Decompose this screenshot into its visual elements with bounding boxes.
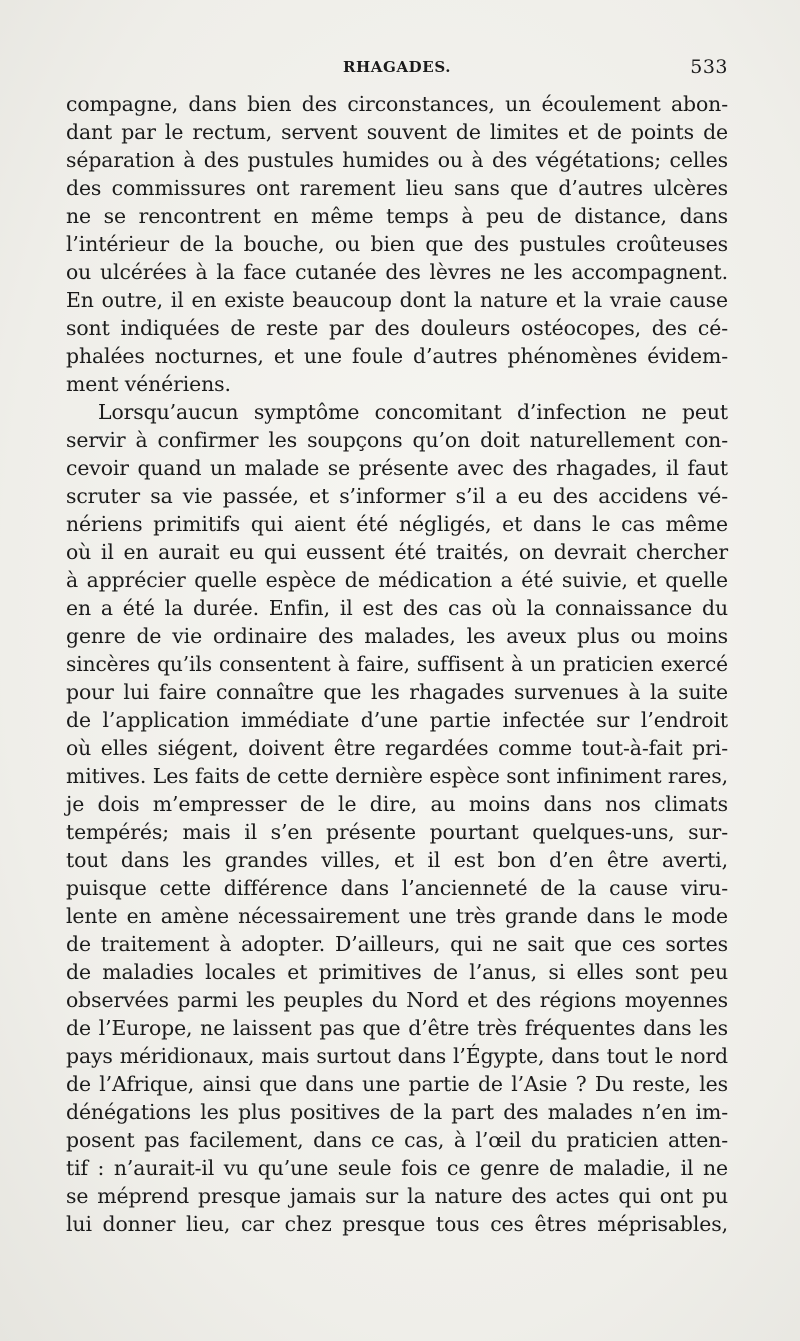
running-title: RHAGADES. <box>342 58 452 76</box>
text-line: genre de vie ordinaire des malades, les aveux plus ou moins <box>66 624 728 648</box>
page-number: 533 <box>690 56 728 78</box>
text-line: dant par le rectum, servent souvent de limites et de points de <box>66 120 728 144</box>
text-line: l’intérieur de la bouche, ou bien que des pustules croûteuses <box>66 232 728 256</box>
text-line: servir à confirmer les soupçons qu’on doit naturellement con- <box>66 428 728 452</box>
text-line: je dois m’empresser de le dire, au moins dans nos climats <box>66 792 728 816</box>
text-line: en a été la durée. Enfin, il est des cas où la connaissance du <box>66 596 728 620</box>
text-line: nériens primitifs qui aient été négligés, et dans le cas même <box>66 512 728 536</box>
text-line: de traitement à adopter. D’ailleurs, qui ne sait que ces sortes <box>66 932 728 956</box>
text-line: sont indiquées de reste par des douleurs ostéocopes, des cé- <box>66 316 728 340</box>
text-line: dénégations les plus positives de la part des malades n’en im- <box>66 1100 728 1124</box>
text-line: de l’Europe, ne laissent pas que d’être très fréquentes dans les <box>66 1016 728 1040</box>
text-line: En outre, il en existe beaucoup dont la nature et la vraie cause <box>66 288 728 312</box>
text-line: où elles siégent, doivent être regardées comme tout-à-fait pri- <box>66 736 728 760</box>
text-line: tempérés; mais il s’en présente pourtant quelques-uns, sur- <box>66 820 728 844</box>
body-text <box>66 90 728 1238</box>
text-line: pour lui faire connaître que les rhagades survenues à la suite <box>66 680 728 704</box>
paragraph-start-line: Lorsqu’aucun symptôme concomitant d’infection ne peut <box>98 400 728 424</box>
text-line: lui donner lieu, car chez presque tous ces êtres méprisables, <box>66 1212 728 1236</box>
text-line: pays méridionaux, mais surtout dans l’Égypte, dans tout le nord <box>66 1044 728 1068</box>
text-line: lente en amène nécessairement une très grande dans le mode <box>66 904 728 928</box>
text-line: séparation à des pustules humides ou à des végétations; celles <box>66 148 728 172</box>
running-header <box>66 58 728 84</box>
text-line: sincères qu’ils consentent à faire, suffisent à un praticien exercé <box>66 652 728 676</box>
text-line: mitives. Les faits de cette dernière espèce sont infiniment rares, <box>66 764 728 788</box>
text-line: phalées nocturnes, et une foule d’autres phénomènes évidem- <box>66 344 728 368</box>
text-line: compagne, dans bien des circonstances, un écoulement abon- <box>66 92 728 116</box>
text-line: où il en aurait eu qui eussent été traités, on devrait chercher <box>66 540 728 564</box>
text-line: de l’Afrique, ainsi que dans une partie de l’Asie ? Du reste, les <box>66 1072 728 1096</box>
text-line: des commissures ont rarement lieu sans que d’autres ulcères <box>66 176 728 200</box>
text-line: posent pas facilement, dans ce cas, à l’œil du praticien atten- <box>66 1128 728 1152</box>
text-line: ne se rencontrent en même temps à peu de distance, dans <box>66 204 728 228</box>
text-line: puisque cette différence dans l’ancienneté de la cause viru- <box>66 876 728 900</box>
text-line: de maladies locales et primitives de l’anus, si elles sont peu <box>66 960 728 984</box>
text-line: ment vénériens. <box>66 372 231 396</box>
text-line: tif : n’aurait-il vu qu’une seule fois ce genre de maladie, il ne <box>66 1156 728 1180</box>
text-line: cevoir quand un malade se présente avec des rhagades, il faut <box>66 456 728 480</box>
text-line: tout dans les grandes villes, et il est bon d’en être averti, <box>66 848 728 872</box>
text-line: scruter sa vie passée, et s’informer s’il a eu des accidens vé- <box>66 484 728 508</box>
text-line: se méprend presque jamais sur la nature des actes qui ont pu <box>66 1184 728 1208</box>
text-line: à apprécier quelle espèce de médication a été suivie, et quelle <box>66 568 728 592</box>
text-line: observées parmi les peuples du Nord et des régions moyennes <box>66 988 728 1012</box>
text-line: ou ulcérées à la face cutanée des lèvres ne les accompagnent. <box>66 260 728 284</box>
text-line: de l’application immédiate d’une partie infectée sur l’endroit <box>66 708 728 732</box>
